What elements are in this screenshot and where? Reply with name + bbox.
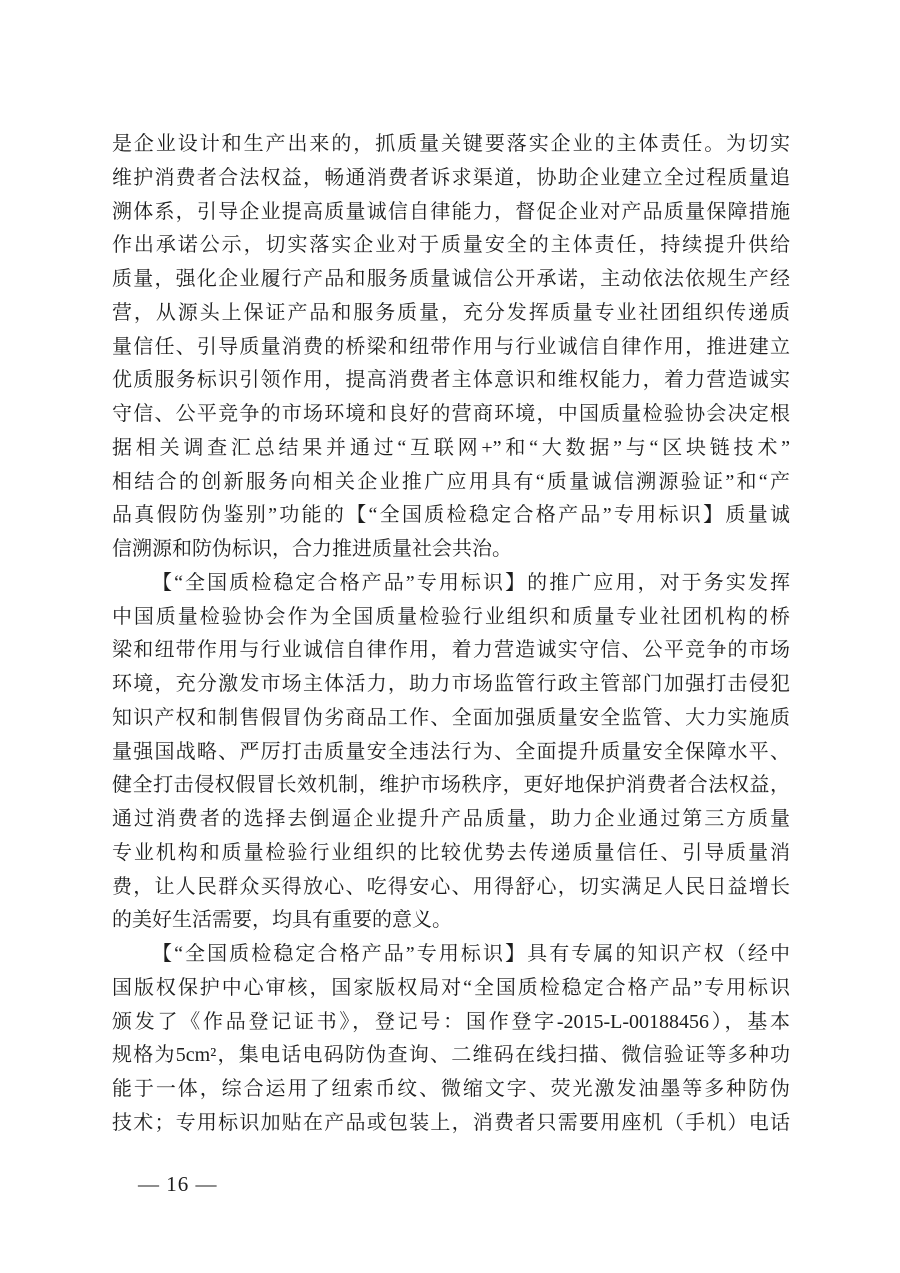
document-body [112, 128, 790, 1141]
text-line: 专业机构和质量检验行业组织的比较优势去传递质量信任、引导质量消 [112, 841, 790, 864]
text-line: 是企业设计和生产出来的，抓质量关键要落实企业的主体责任。为切实 [112, 133, 790, 155]
text-line: 量信任、引导质量消费的桥梁和纽带作用与行业诚信自律作用，推进建立 [112, 335, 790, 358]
text-line: 颁发了《作品登记证书》，登记号：国作登字-2015-L-00188456），基本 [112, 1010, 790, 1033]
text-line: 据相关调查汇总结果并通过“互联网+”和“大数据”与“区块链技术” [112, 436, 790, 459]
text-line: 质量，强化企业履行产品和服务质量诚信公开承诺，主动依法依规生产经 [112, 268, 790, 290]
text-line: 通过消费者的选择去倒逼企业提升产品质量，助力企业通过第三方质量 [112, 808, 790, 830]
text-line: 【“全国质检稳定合格产品”专用标识】具有专属的知识产权（经中 [152, 943, 790, 965]
page-number: — 16 — [138, 1172, 218, 1196]
text-line: 环境，充分激发市场主体活力，助力市场监管行政主管部门加强打击侵犯 [112, 673, 790, 695]
text-line: 规格为5cm²，集电话电码防伪查询、二维码在线扫描、微信验证等多种功 [112, 1044, 790, 1067]
text-line: 能于一体，综合运用了纽索币纹、微缩文字、荧光激发油墨等多种防伪 [112, 1078, 790, 1100]
text-line: 健全打击侵权假冒长效机制，维护市场秩序，更好地保护消费者合法权益， [112, 774, 790, 797]
text-line: 国版权保护中心审核，国家版权局对“全国质检稳定合格产品”专用标识 [112, 976, 790, 999]
text-line: 技术；专用标识加贴在产品或包装上，消费者只需要用座机（手机）电话 [112, 1111, 790, 1134]
text-line: 相结合的创新服务向相关企业推广应用具有“质量诚信溯源验证”和“产 [112, 470, 790, 493]
paragraph-1 [112, 128, 790, 567]
text-line: 优质服务标识引领作用，提高消费者主体意识和维权能力，着力营造诚实 [112, 369, 790, 392]
text-line: 守信、公平竞争的市场环境和良好的营商环境，中国质量检验协会决定根 [112, 403, 790, 425]
text-line: 的美好生活需要，均具有重要的意义。 [112, 909, 452, 932]
paragraph-3 [112, 938, 790, 1141]
text-line: 知识产权和制售假冒伪劣商品工作、全面加强质量安全监管、大力实施质 [112, 706, 790, 729]
paragraph-2 [112, 567, 790, 938]
text-line: 量强国战略、严厉打击质量安全违法行为、全面提升质量安全保障水平、 [112, 740, 790, 763]
text-line: 维护消费者合法权益，畅通消费者诉求渠道，协助企业建立全过程质量追 [112, 166, 790, 189]
text-line: 【“全国质检稳定合格产品”专用标识】的推广应用，对于务实发挥 [152, 571, 790, 594]
text-line: 营，从源头上保证产品和服务质量，充分发挥质量专业社团组织传递质 [112, 301, 790, 324]
text-line: 费，让人民群众买得放心、吃得安心、用得舒心，切实满足人民日益增长 [112, 875, 790, 898]
text-line: 信溯源和防伪标识，合力推进质量社会共治。 [112, 538, 512, 560]
text-line: 作出承诺公示，切实落实企业对于质量安全的主体责任，持续提升供给 [112, 234, 790, 257]
text-line: 品真假防伪鉴别”功能的【“全国质检稳定合格产品”专用标识】质量诚 [112, 504, 790, 527]
text-line: 梁和纽带作用与行业诚信自律作用，着力营造诚实守信、公平竞争的市场 [112, 639, 790, 662]
text-line: 溯体系，引导企业提高质量诚信自律能力，督促企业对产品质量保障措施 [112, 200, 790, 223]
text-line: 中国质量检验协会作为全国质量检验行业组织和质量专业社团机构的桥 [112, 605, 790, 628]
